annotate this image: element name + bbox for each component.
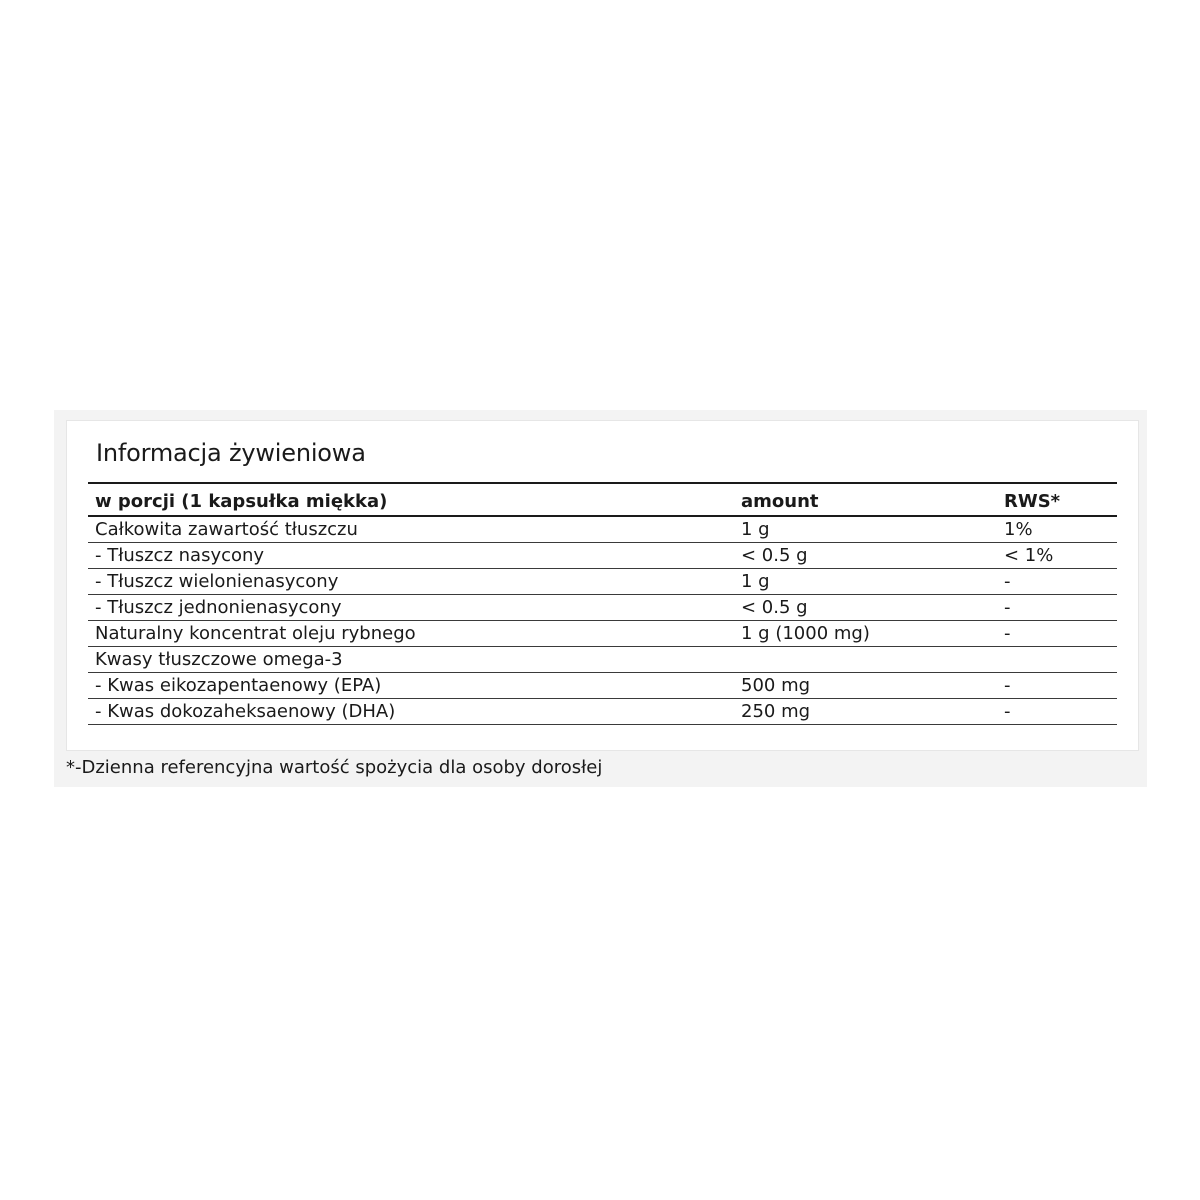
row-rws: 1% — [1004, 519, 1033, 540]
table-header-row — [88, 484, 1117, 517]
header-rws: RWS* — [1004, 491, 1061, 512]
row-amount: 1 g — [741, 571, 770, 592]
table-row — [88, 517, 1117, 543]
row-rws: < 1% — [1004, 545, 1054, 566]
row-name: - Tłuszcz nasycony — [95, 545, 265, 566]
row-amount: 1 g — [741, 519, 770, 540]
row-name: - Tłuszcz wielonienasycony — [95, 571, 339, 592]
row-name: Całkowita zawartość tłuszczu — [95, 519, 358, 540]
row-rws: - — [1004, 623, 1011, 644]
row-name: - Kwas dokozaheksaenowy (DHA) — [95, 701, 396, 722]
table-row — [88, 569, 1117, 595]
row-amount: < 0.5 g — [741, 597, 808, 618]
table-row — [88, 673, 1117, 699]
row-amount: < 0.5 g — [741, 545, 808, 566]
row-rws: - — [1004, 701, 1011, 722]
table-row — [88, 543, 1117, 569]
nutrition-title: Informacja żywieniowa — [96, 439, 366, 467]
row-amount: 500 mg — [741, 675, 811, 696]
row-rws: - — [1004, 675, 1011, 696]
row-amount: 1 g (1000 mg) — [741, 623, 870, 644]
footnote: *-Dzienna referencyjna wartość spożycia dla osoby dorosłej — [66, 757, 603, 778]
table-row — [88, 647, 1117, 673]
row-name: - Tłuszcz jednonienasycony — [95, 597, 342, 618]
row-name: Naturalny koncentrat oleju rybnego — [95, 623, 416, 644]
table-row — [88, 699, 1117, 725]
row-rws: - — [1004, 571, 1011, 592]
row-amount: 250 mg — [741, 701, 811, 722]
row-name: Kwasy tłuszczowe omega-3 — [95, 649, 343, 670]
header-serving: w porcji (1 kapsułka miękka) — [95, 491, 388, 512]
header-amount: amount — [741, 491, 819, 512]
table-row — [88, 595, 1117, 621]
row-name: - Kwas eikozapentaenowy (EPA) — [95, 675, 382, 696]
nutrition-table — [88, 482, 1117, 725]
row-rws: - — [1004, 597, 1011, 618]
table-row — [88, 621, 1117, 647]
